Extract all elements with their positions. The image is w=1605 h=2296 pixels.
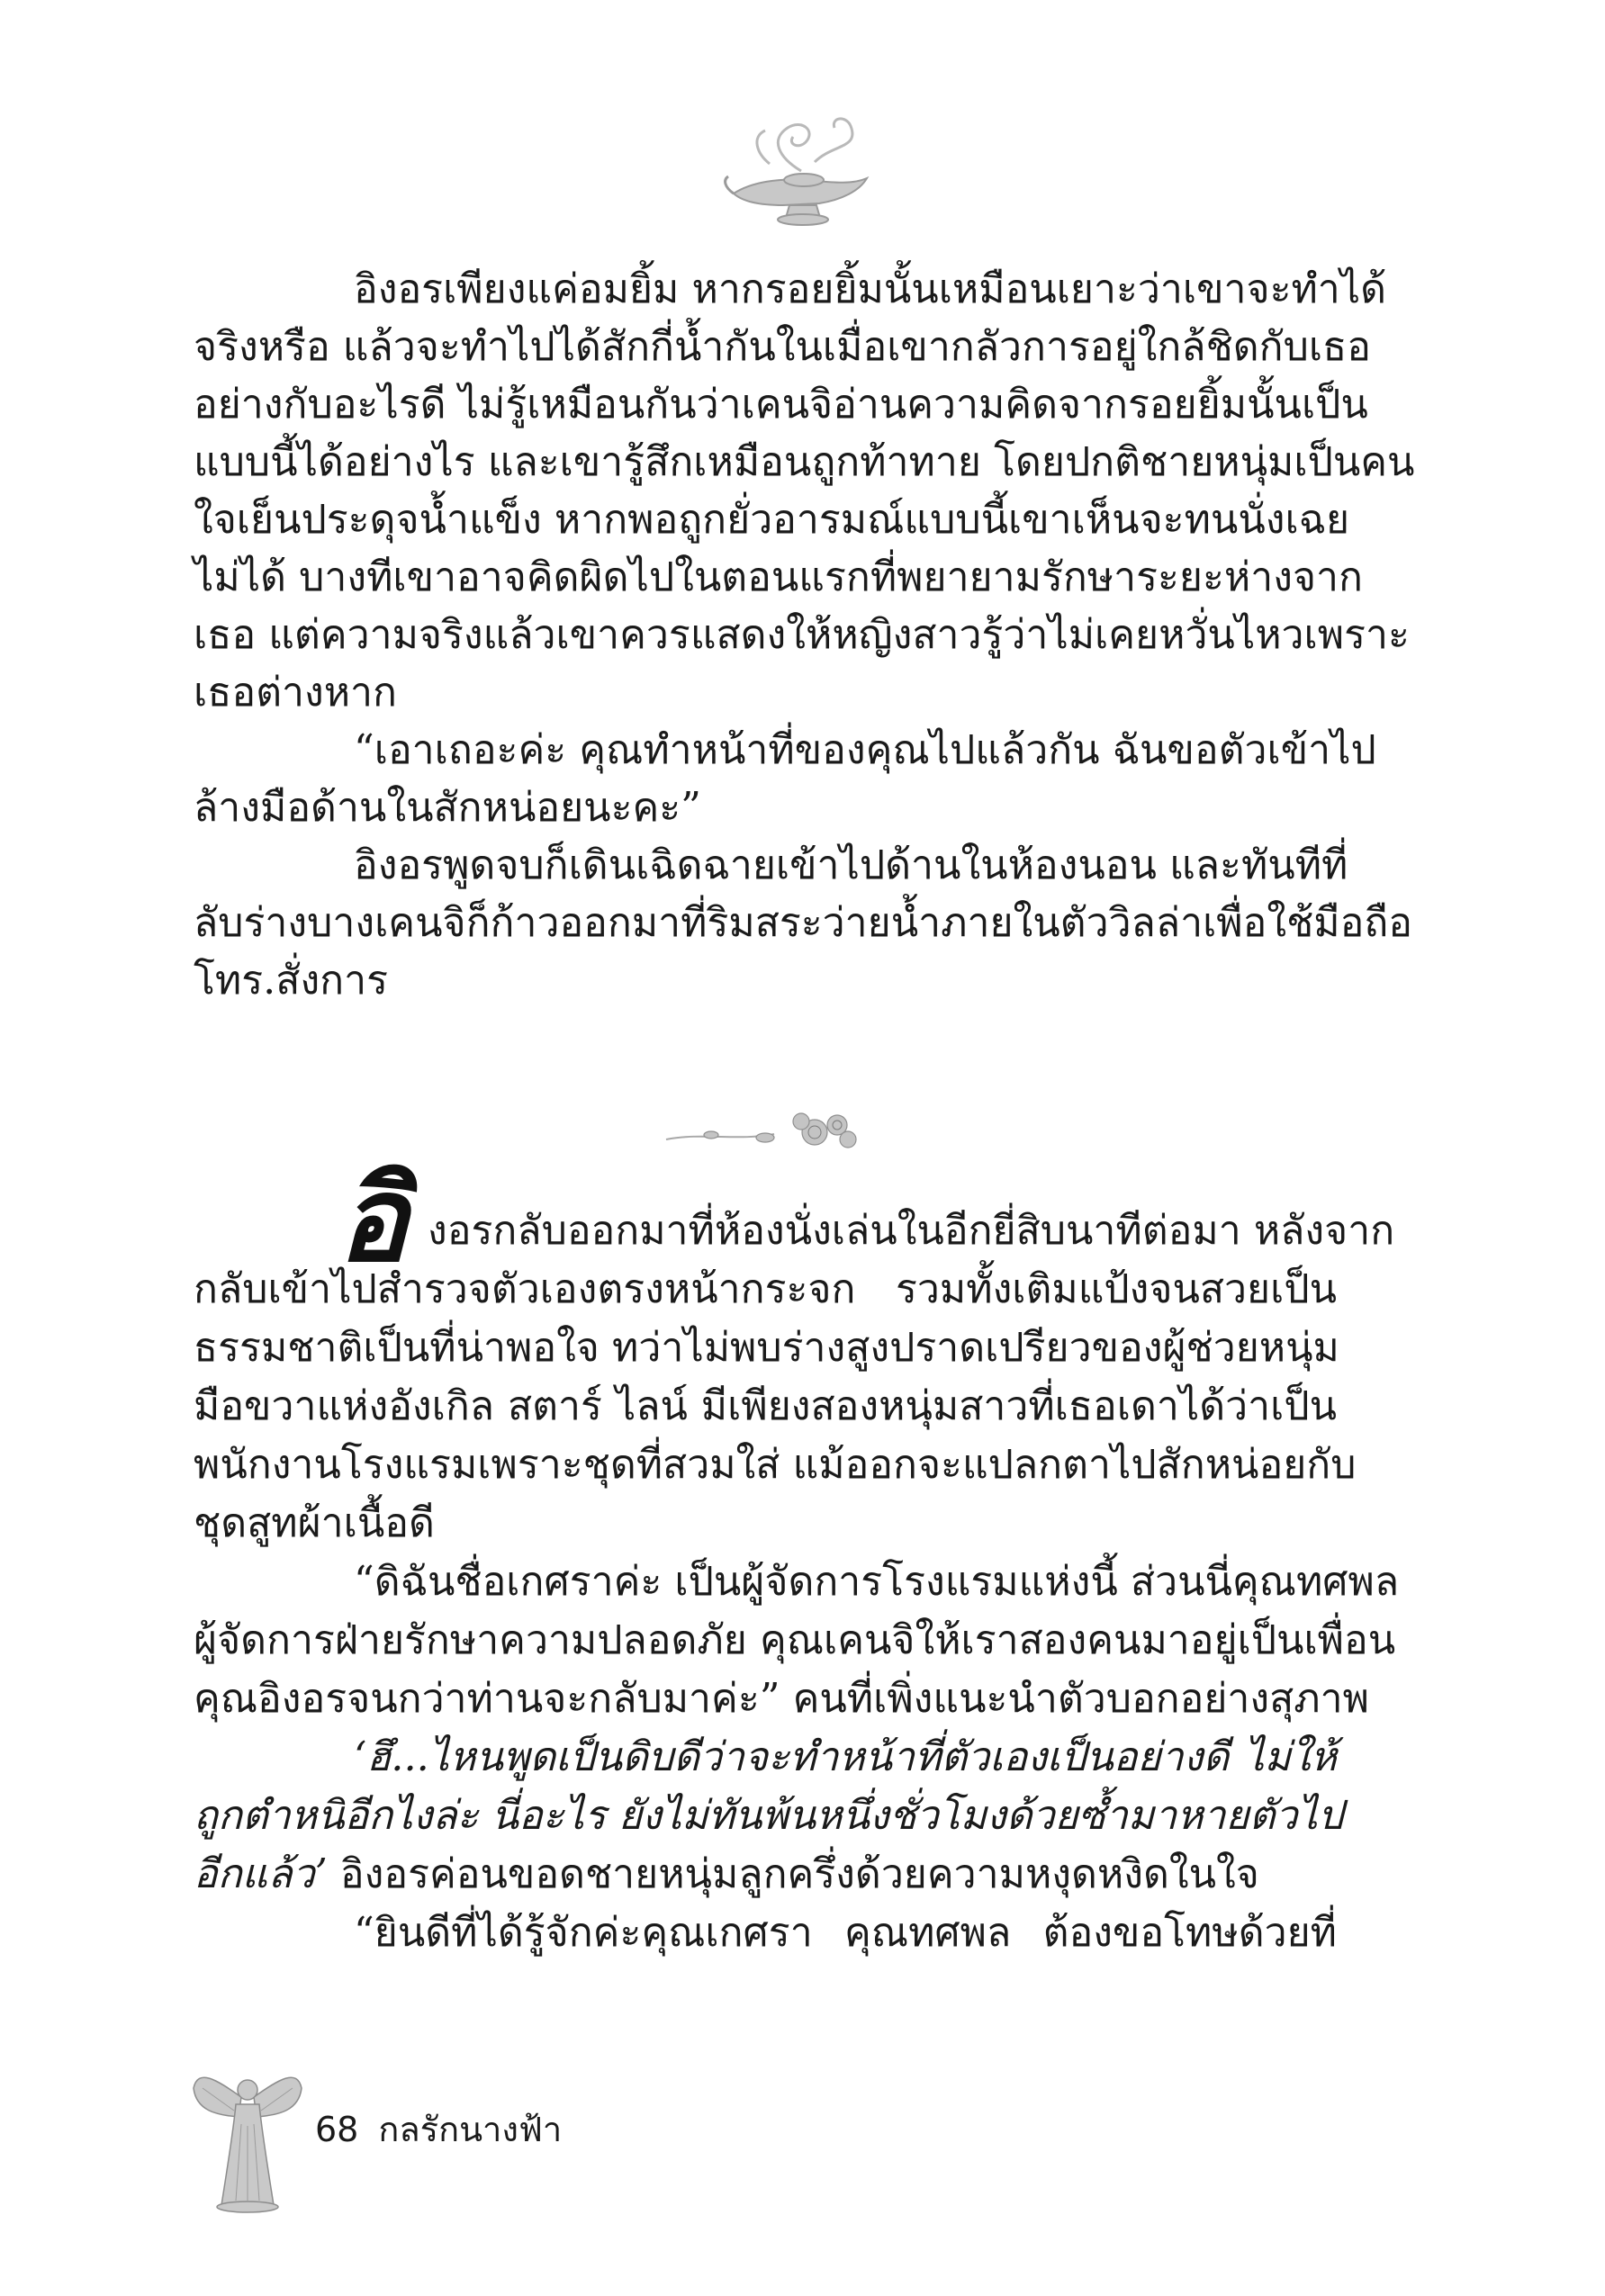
paragraph-line: ล้างมือด้านในสักหน่อยนะคะ” bbox=[194, 785, 701, 831]
floral-divider-icon bbox=[657, 1105, 873, 1159]
paragraph-line: เธอต่างหาก bbox=[194, 670, 397, 716]
paragraph-line: ชุดสูทผ้าเนื้อดี bbox=[194, 1500, 435, 1546]
page-number: 68 bbox=[315, 2110, 359, 2149]
paragraph-line: โทร.สั่งการ bbox=[194, 958, 389, 1004]
paragraph-line: ลับร่างบางเคนจิก็ก้าวออกมาที่ริมสระว่ายน้ำภายในตัววิลล่าเพื่อใช้มือถือ bbox=[194, 900, 1413, 946]
paragraph-line: อิงอรเพียงแค่อมยิ้ม หากรอยยิ้มนั้นเหมือนเยาะว่าเขาจะทำได้ bbox=[354, 266, 1387, 312]
paragraph-line: ถูกตำหนิอีกไงล่ะ นี่อะไร ยังไม่ทันพ้นหนึ่งชั่วโมงด้วยซ้ำมาหายตัวไป bbox=[194, 1793, 1344, 1839]
paragraph-line: “ยินดีที่ได้รู้จักค่ะคุณเกศรา คุณทศพล ต้องขอโทษด้วยที่ bbox=[354, 1910, 1337, 1956]
paragraph-line: “ดิฉันชื่อเกศราค่ะ เป็นผู้จัดการโรงแรมแห่งนี้ ส่วนนี่คุณทศพล bbox=[354, 1559, 1400, 1605]
text-section-1 bbox=[194, 261, 1415, 1010]
page-footer bbox=[315, 2102, 562, 2156]
paragraph-line: มือขวาแห่งอังเกิล สตาร์ ไลน์ มีเพียงสองหนุ่มสาวที่เธอเดาได้ว่าเป็น bbox=[194, 1383, 1337, 1429]
paragraph-line: อิงอรพูดจบก็เดินเฉิดฉายเข้าไปด้านในห้องนอน และทันทีที่ bbox=[354, 842, 1348, 888]
angel-statue-icon bbox=[189, 2061, 306, 2214]
paragraph-line: “เอาเถอะค่ะ คุณทำหน้าที่ของคุณไปแล้วกัน ฉันขอตัวเข้าไป bbox=[354, 727, 1376, 773]
text-section-2 bbox=[194, 1202, 1400, 1962]
paragraph-line: คุณอิงอรจนกว่าท่านจะกลับมาค่ะ” คนที่เพิ่งแนะนำตัวบอกอย่างสุภาพ bbox=[194, 1676, 1369, 1722]
paragraph-line: ธรรมชาติเป็นที่น่าพอใจ ทว่าไม่พบร่างสูงปราดเปรียวของผู้ช่วยหนุ่ม bbox=[194, 1325, 1339, 1371]
italic-thought: อีกแล้ว’ bbox=[194, 1851, 328, 1897]
paragraph-line: แบบนี้ได้อย่างไร และเขารู้สึกเหมือนถูกท้าทาย โดยปกติชายหนุ่มเป็นคน bbox=[194, 439, 1415, 485]
paragraph-line bbox=[194, 1845, 1337, 1904]
narration: อิงอรค่อนขอดชายหนุ่มลูกครึ่งด้วยความหงุดหงิดในใจ bbox=[327, 1851, 1259, 1897]
paragraph-line: กลับเข้าไปสำรวจตัวเองตรงหน้ากระจก รวมทั้งเติมแป้งจนสวยเป็น bbox=[194, 1266, 1337, 1312]
book-title: กลรักนางฟ้า bbox=[378, 2110, 563, 2149]
paragraph-line: พนักงานโรงแรมเพราะชุดที่สวมใส่ แม้ออกจะแปลกตาไปสักหน่อยกับ bbox=[194, 1442, 1357, 1488]
drop-cap: อิ bbox=[338, 1151, 409, 1288]
genie-lamp-icon bbox=[716, 108, 887, 230]
paragraph-line: ‘ฮึ...ไหนพูดเป็นดิบดีว่าจะทำหน้าที่ตัวเองเป็นอย่างดี ไม่ให้ bbox=[354, 1734, 1337, 1780]
paragraph-line: ผู้จัดการฝ่ายรักษาความปลอดภัย คุณเคนจิให้เราสองคนมาอยู่เป็นเพื่อน bbox=[194, 1617, 1396, 1663]
paragraph-line: ใจเย็นประดุจน้ำแข็ง หากพอถูกยั่วอารมณ์แบบนี้เขาเห็นจะทนนั่งเฉย bbox=[194, 497, 1350, 543]
paragraph-line: อย่างกับอะไรดี ไม่รู้เหมือนกันว่าเคนจิอ่านความคิดจากรอยยิ้มนั้นเป็น bbox=[194, 382, 1368, 428]
paragraph-line: ไม่ได้ บางทีเขาอาจคิดผิดไปในตอนแรกที่พยายามรักษาระยะห่างจาก bbox=[194, 554, 1363, 600]
paragraph-line: เธอ แต่ความจริงแล้วเขาควรแสดงให้หญิงสาวรู้ว่าไม่เคยหวั่นไหวเพราะ bbox=[194, 612, 1410, 658]
paragraph-line: จริงหรือ แล้วจะทำไปได้สักกี่น้ำกันในเมื่อเขากลัวการอยู่ใกล้ชิดกับเธอ bbox=[194, 324, 1371, 370]
paragraph-line: งอรกลับออกมาที่ห้องนั่งเล่นในอีกยี่สิบนาทีต่อมา หลังจาก bbox=[428, 1208, 1395, 1254]
